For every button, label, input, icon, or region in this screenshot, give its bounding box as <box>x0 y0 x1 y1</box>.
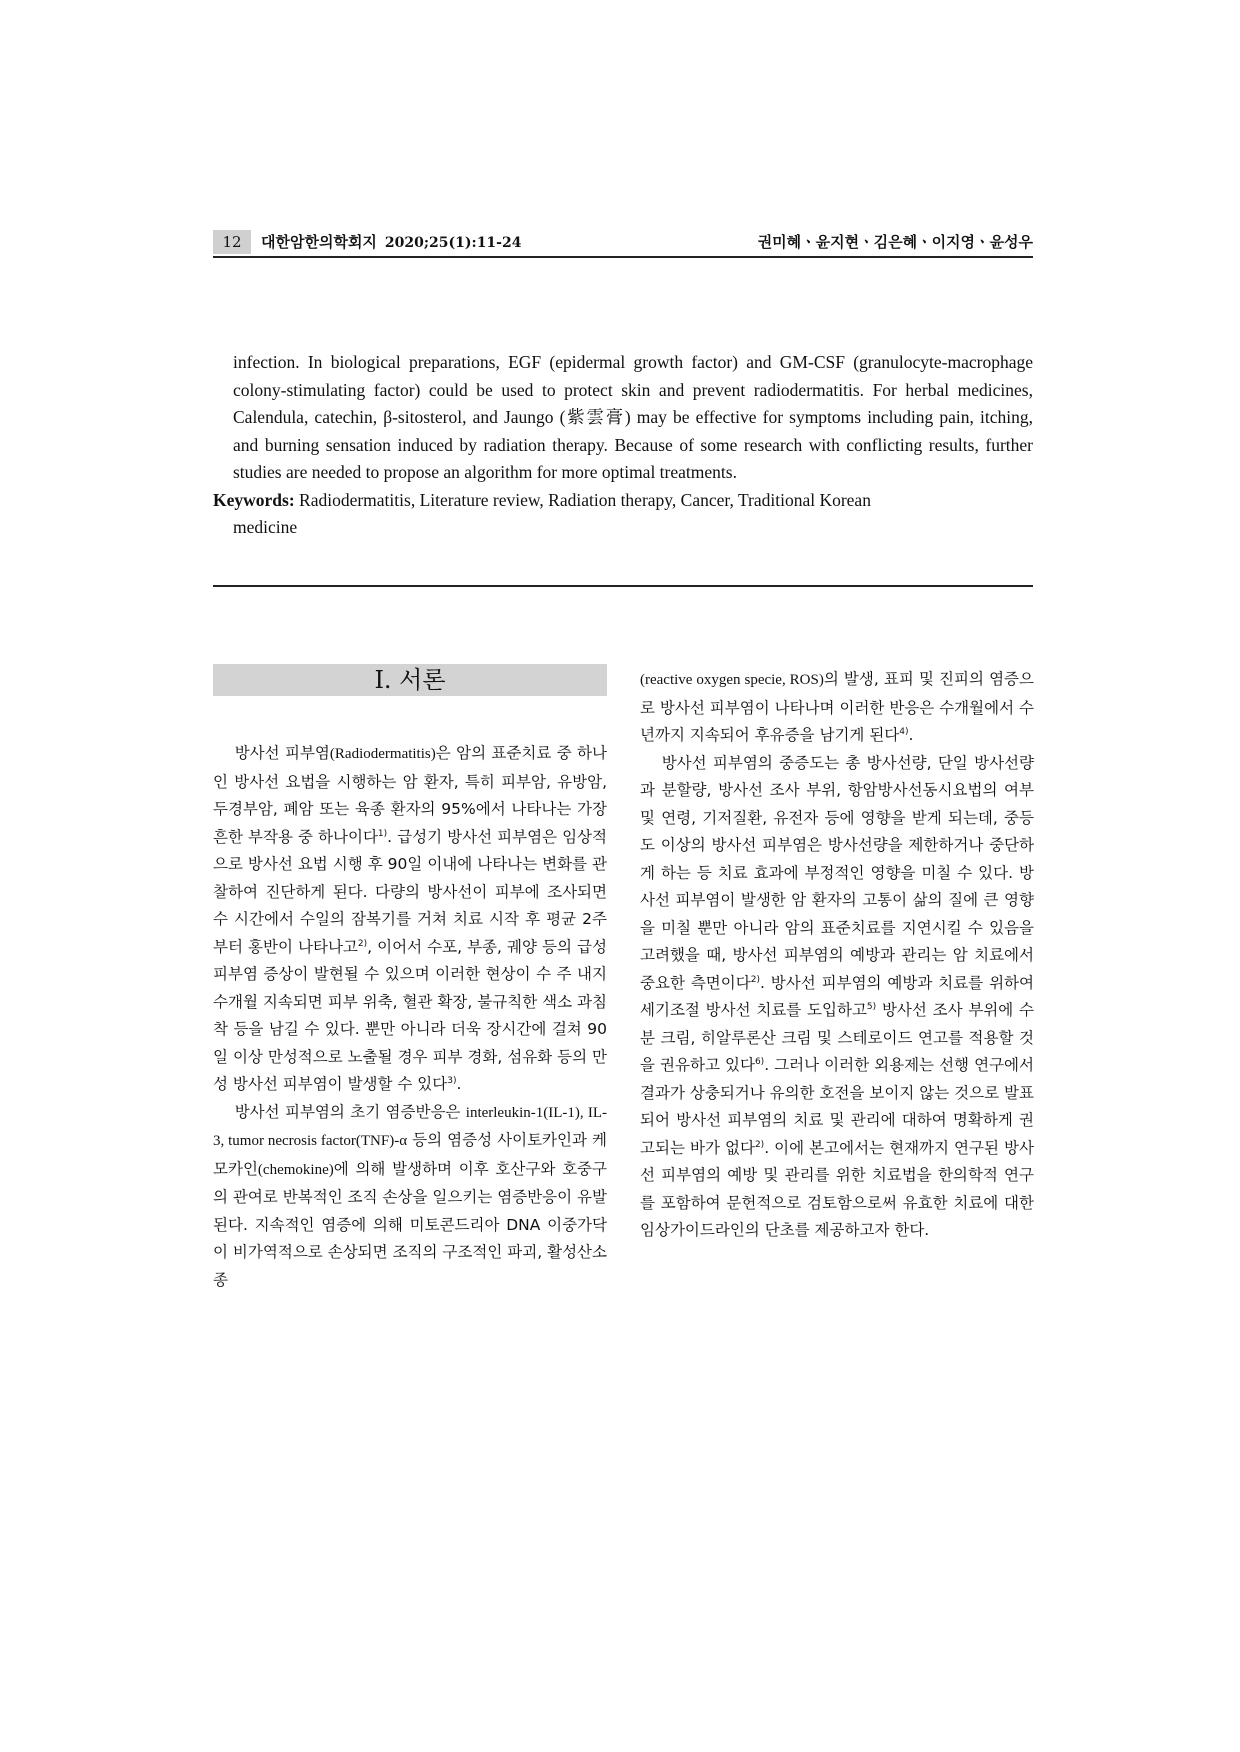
text-run: . 급성기 방사선 피부염은 임상적으로 방사선 요법 시행 후 90일 이내에 나타나는 변화를 관찰하여 진단하게 된다. 다량의 방사선이 피부에 조사되면 수 시간에서 수일의 잠복기를 거쳐 치료 시작 후 평균 2주부터 홍반이 나타나고 <box>213 827 607 956</box>
journal-title <box>261 230 521 255</box>
page-number: 12 <box>213 230 251 254</box>
text-run: 방사선 피부염의 초기 염증반응은 <box>234 1102 461 1121</box>
running-header <box>213 230 1033 258</box>
journal-name: 대한암한의학회지 <box>261 233 377 251</box>
keywords <box>213 487 1033 542</box>
body-paragraph-2 <box>213 1099 607 1295</box>
text-run: 방사선 피부염 <box>234 744 330 762</box>
citation-ref: 3) <box>447 1075 457 1086</box>
citation-ref: 2) <box>754 1139 765 1150</box>
citation-ref: 4) <box>899 726 909 737</box>
abstract-text: infection. In biological preparations, EGF (epidermal growth factor) and GM-CSF (granulocyte-macrophage colony-stimulating factor) could be used to protect skin and prevent radiodermatitis. For herbal medicines, Calendula, catechin, β-sitosterol, and Jaungo (紫雲膏) may be effective for symptoms including pain, itching, and burning sensation induced by radiation therapy. Because of some research with conflicting results, further studies are needed to propose an algorithm for more optimal treatments. <box>233 352 1033 482</box>
text-run: (chemokine) <box>257 1161 334 1178</box>
citation-ref: 5) <box>866 1001 877 1012</box>
right-column <box>640 666 1034 1245</box>
keywords-line1: Radiodermatitis, Literature review, Radiation therapy, Cancer, Traditional Korean <box>299 489 871 510</box>
text-run: 의 발생, 표피 및 진피의 염증으로 방사선 피부염이 나타나며 이러한 반응은 수개월에서 수년까지 지속되어 후유증을 남기게 된다 <box>640 670 1034 744</box>
text-run: , 이어서 수포, 부종, 궤양 등의 급성 피부염 증상이 발현될 수 있으며 이러한 현상이 수 주 내지 수개월 지속되면 피부 위축, 혈관 확장, 불규칙한 색소 과침착 등을 남길 수 있다. 뿐만 아니라 더욱 장시간에 걸쳐 90일 이상 만성적으로 노출될 경우 피부 경화, 섬유화 등의 만성 방사선 피부염이 발생할 수 있다 <box>213 937 607 1093</box>
text-run: . <box>908 726 914 744</box>
keywords-line2: medicine <box>233 517 298 537</box>
journal-citation: 2020;25(1):11-24 <box>384 235 522 251</box>
section-heading: I. 서론 <box>213 664 607 696</box>
citation-ref: 6) <box>754 1056 765 1067</box>
text-run: interleukin-1(IL-1), IL-3, tumor necrosis factor(TNF)-α <box>213 1104 607 1149</box>
text-run: . <box>456 1075 462 1093</box>
text-run: 방사선 피부염의 중증도는 총 방사선량, 단일 방사선량과 분할량, 방사선 조사 부위, 항암방사선동시요법의 여부 및 연령, 기저질환, 유전자 등에 영향을 받게 되는데, 중등도 이상의 방사선 피부염은 방사선량을 제한하거나 중단하게 하는 등 치료 효과에 부정적인 영향을 미칠 수 있다. 방사선 피부염이 발생한 암 환자의 고통이 삶의 질에 큰 영향을 미칠 뿐만 아니라 암의 표준치료를 지연시킬 수 있음을 고려했을 때, 방사선 피부염의 예방과 관리는 암 치료에서 중요한 측면이다 <box>640 753 1034 992</box>
author-list: 권미혜ㆍ윤지현ㆍ김은혜ㆍ이지영ㆍ윤성우 <box>757 233 1033 251</box>
abstract <box>213 349 1033 542</box>
body-paragraph-4 <box>640 750 1034 1245</box>
body-paragraph-1 <box>213 740 607 1099</box>
citation-ref: 1) <box>377 828 388 839</box>
text-run: 방사선 조사 부위에 수분 크림, 히알루론산 크림 및 스테로이드 연고를 적용할 것을 권유하고 있다 <box>640 1001 1034 1074</box>
text-run: (Radiodermatitis) <box>329 746 436 762</box>
text-run: 은 암의 표준치료 중 하나인 방사선 요법을 시행하는 암 환자, 특히 피부암, 유방암, 두경부암, 폐암 또는 육종 환자의 95%에서 나타나는 가장 흔한 부작용 중 하나이다 <box>213 744 607 846</box>
text-run: 등의 염증성 사이토카인과 케모카인 <box>213 1131 608 1178</box>
text-run: (reactive oxygen specie, ROS) <box>640 672 824 688</box>
text-run: . 그러나 이러한 외용제는 선행 연구에서 결과가 상충되거나 유의한 호전을 보이지 않는 것으로 발표되어 방사선 피부염의 치료 및 관리에 대하여 명확하게 권고되는 바가 없다 <box>640 1056 1034 1157</box>
text-run: 에 의해 발생하며 이후 호산구와 호중구의 관여로 반복적인 조직 손상을 일으키는 염증반응이 유발된다. 지속적인 염증에 의해 미토콘드리아 DNA 이중가닥이 비가역적으로 손상되면 조직의 구조적인 파괴, 활성산소종 <box>213 1159 607 1289</box>
citation-ref: 2) <box>357 938 368 949</box>
text-run: . 방사선 피부염의 예방과 치료를 위하여 세기조절 방사선 치료를 도입하고 <box>640 973 1034 1019</box>
text-run: . 이에 본고에서는 현재까지 연구된 방사선 피부염의 예방 및 관리를 위한 치료법을 한의학적 연구를 포함하여 문헌적으로 검토함으로써 유효한 치료에 대한 임상가이드라인의 단초를 제공하고자 한다. <box>640 1138 1034 1239</box>
abstract-divider <box>213 585 1033 587</box>
left-column <box>213 740 607 1294</box>
body-paragraph-3 <box>640 666 1034 750</box>
citation-ref: 2) <box>750 974 760 985</box>
keywords-label: Keywords: <box>213 489 295 510</box>
